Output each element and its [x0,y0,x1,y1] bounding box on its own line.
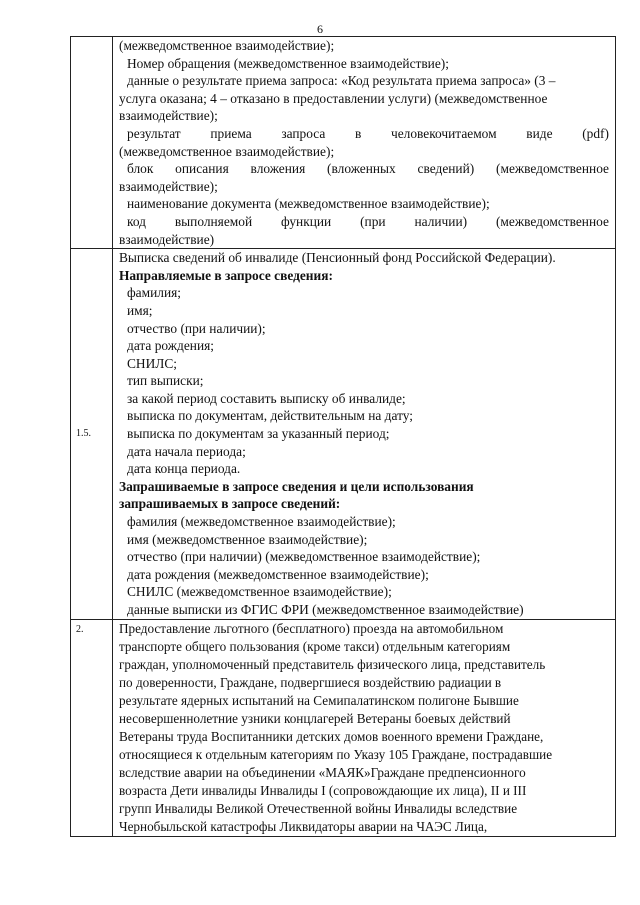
section-heading: запрашиваемых в запросе сведений: [119,496,341,512]
word: запроса [281,125,326,141]
word: код [127,213,146,229]
text-line: за какой период составить выписку об инвалиде; [127,390,406,406]
word: результат [127,125,181,141]
text-line: наименование документа (межведомственное взаимодействие); [127,196,490,212]
text-line: взаимодействие); [119,178,218,194]
text-line: выписка по документам за указанный период; [127,426,390,442]
services-table [70,36,616,837]
word: (pdf) [582,125,609,141]
text-line: Чернобыльской катастрофы Ликвидаторы аварии на ЧАЭС Лица, [119,818,488,834]
text-line: относящиеся к отдельным категориям по Указу 105 Граждане, пострадавшие [119,746,553,762]
text-line: Выписка сведений об инвалиде (Пенсионный фонд Российской Федерации). [119,250,556,266]
text-line: групп Инвалиды Великой Отечественной войны Инвалиды вследствие [119,800,518,816]
text-line: имя (межведомственное взаимодействие); [127,531,368,547]
text-line: данные выписки из ФГИС ФРИ (межведомственное взаимодействие) [127,602,524,617]
word: (межведомственное [495,213,609,229]
text-line: взаимодействие) [119,231,215,247]
text-line: (межведомственное взаимодействие); [119,38,335,53]
text-line: имя; [127,302,153,318]
text-line-justified [119,125,609,143]
text-line-justified [119,213,609,231]
text-line: дата рождения; [127,338,214,354]
text-line: дата рождения (межведомственное взаимодействие); [127,566,429,582]
word: человекочитаемом [390,125,497,141]
text-line: данные о результате приема запроса: «Код результата приема запроса» (3 – [127,73,556,89]
row-content-cell [113,619,616,836]
row-number-cell: 1.5. [71,249,113,619]
word: блок [127,161,154,177]
table-row [71,619,616,836]
text-line: отчество (при наличии); [127,320,266,336]
word: вложения [250,161,306,177]
text-line: вследствие аварии на объединении «МАЯК»Граждане предпенсионного [119,764,526,780]
text-line-justified [119,160,609,178]
text-line: взаимодействие); [119,108,218,124]
word: сведений) [417,161,475,177]
text-line: несовершеннолетние узники концлагерей Ветераны боевых действий [119,710,511,726]
text-line: Ветераны труда Воспитанники детских домов военного времени Граждане, [119,728,544,744]
word: (межведомственное [496,161,609,177]
word: описания [175,161,229,177]
word: в [354,125,362,141]
text-line: фамилия (межведомственное взаимодействие); [127,514,396,530]
table-row [71,37,616,249]
text-line: возраста Дети инвалиды Инвалиды I (сопровождающие их лица), II и III [119,782,527,798]
section-heading: Направляемые в запросе сведения: [119,267,333,283]
table-row [71,249,616,619]
word: (вложенных [327,161,396,177]
word: наличии) [414,213,468,229]
section-heading: Запрашиваемые в запросе сведения и цели использования [119,478,474,494]
text-line: услуга оказана; 4 – отказано в предоставлении услуги) (межведомственное [119,90,548,106]
word: выполняемой [174,213,253,229]
word: функции [281,213,332,229]
text-line: транспорте общего пользования (кроме такси) отдельным категориям [119,638,511,654]
row-number-cell [71,37,113,249]
text-line: тип выписки; [127,373,204,389]
text-line: СНИЛС (межведомственное взаимодействие); [127,584,392,600]
row-content-cell [113,37,616,249]
text-line: результате ядерных испытаний на Семипалатинском полигоне Бывшие [119,692,519,708]
text-line: фамилия; [127,285,181,301]
text-line: дата конца периода. [127,461,241,477]
text-line: по доверенности, Граждане, подвергшиеся воздействию радиации в [119,674,502,690]
text-line: отчество (при наличии) (межведомственное взаимодействие); [127,549,481,565]
text-line: Предоставление льготного (бесплатного) проезда на автомобильном [119,620,504,636]
text-line: СНИЛС; [127,355,178,371]
text-line: (межведомственное взаимодействие); [119,143,335,159]
text-line: выписка по документам, действительным на дату; [127,408,414,424]
word: виде [526,125,553,141]
page-number: 6 [317,22,323,36]
row-number-cell: 2. [71,619,113,836]
text-line: дата начала периода; [127,443,246,459]
word: приема [210,125,252,141]
text-line: граждан, уполномоченный представитель физического лица, представитель [119,656,546,672]
row-content-cell [113,249,616,619]
word: (при [360,213,386,229]
text-line: Номер обращения (межведомственное взаимодействие); [127,55,449,71]
